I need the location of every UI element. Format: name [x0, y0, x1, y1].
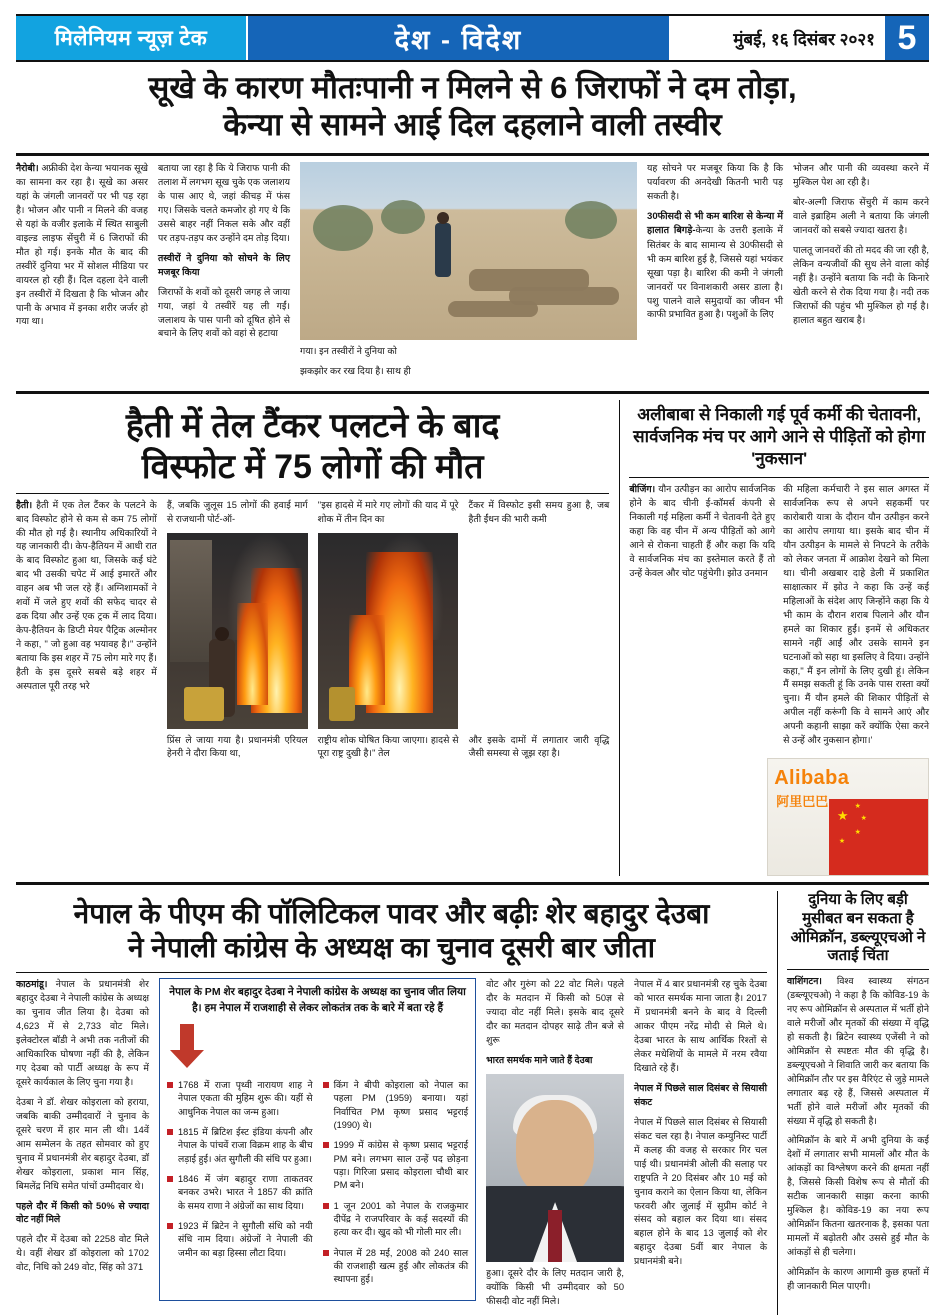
paragraph: जिराफों के शवों को दूसरी जगह ले जाया गया, जहां ये तस्वीरें यह ली गईं। जलाशय के पास पानी को दूषित होने से बचाने के लिए शवों को वहां से हटाया [158, 286, 290, 339]
page-number: 5 [885, 16, 929, 60]
list-item: 1846 में जंग बहादुर राणा ताकतवर बनकर उभरे। भारत ने 1857 की क्रांति के समय राणा ने अंग्रेजों का साथ दिया। [167, 1173, 313, 1213]
paragraph: बोर-अल्गी जिराफ सेंचुरी में काम करने वाले इब्राहिम अली ने बताया कि जंगली जानवरों को सबसे ज्यादा खतरा है। [793, 197, 929, 235]
dateline: हैती। [16, 499, 33, 510]
bottom-band [16, 891, 929, 1315]
alibaba-body [629, 483, 929, 754]
subheading: तस्वीरों ने दुनिया को सोचने के लिए मजबूर किया [158, 252, 290, 277]
divider [787, 969, 929, 970]
lead-col-5 [793, 162, 929, 385]
paragraph: और इसके दामों में लगातार जारी वृद्धि जैसी समस्या से जूझ रहा है। [468, 734, 610, 759]
alibaba-headline: अलीबाबा से निकाली गई पूर्व कर्मी की चेतावनी, सार्वजनिक मंच पर आगे आने से पीड़ितों को होगा 'नुकसान' [633, 405, 926, 469]
lead-headline-line1: सूखे के कारण मौतःपानी न मिलने से 6 जिराफों ने दम तोड़ा, [148, 70, 797, 105]
timeline-title: नेपाल के PM शेर बहादुर देउबा ने नेपाली कांग्रेस के अध्यक्ष का चुनाव जीत लिया है। हम नेपाल में राजशाही से लेकर लोकतंत्र तक के बारे में बता रहे हैं [169, 986, 466, 1014]
list-item: 1815 में ब्रिटिश ईस्ट इंडिया कंपनी और नेपाल के पांचवें राजा विक्रम शाह के बीच लड़ाई हुई। अंत सुगौली की संधि पर हुआ। [167, 1126, 313, 1166]
lead-headline-line2: केन्या से सामने आई दिल दहलाने वाली तस्वीर [223, 106, 722, 142]
dateline: नैरोबी। [16, 163, 39, 174]
haiti-col-2 [167, 499, 308, 768]
paragraph: ओमिक्रॉन के कारण आगामी कुछ हफ्तों में ही जानकारी मिल पाएगी। [787, 1266, 929, 1291]
nepal-headline [16, 891, 767, 969]
paragraph: पहले दौर में देउबा को 2258 वोट मिले थे। वहीं शेखर डॉ कोइराला को 1702 वोट, निधि को 249 वोट, सिंह को 371 [16, 1234, 149, 1273]
lead-columns [16, 162, 929, 385]
paragraph-text: नेपाल के प्रधानमंत्री शेर बहादुर देउबा ने नेपाली कांग्रेस के अध्यक्ष का चुनाव जीत लिया है। देउबा को 4,623 में से 2,733 वोट मिले। इलेक्टोरल बॉडी ने अभी तक नतीजों की आधिकारिक घोषणा नहीं की है, लेकिन गए देउबा को पार्टी अध्यक्ष के रूप में दूसरे कार्यकाल के लिए चुना गया है। [16, 979, 149, 1087]
paragraph [16, 978, 149, 1090]
lead-col-2 [158, 162, 290, 385]
alibaba-brand-sub: 阿里巴巴 [776, 794, 829, 810]
down-arrow-icon [167, 1024, 207, 1068]
subheading: नेपाल में पिछले साल दिसंबर से सियासी संकट [634, 1083, 767, 1107]
nepal-headline-line2: ने नेपाली कांग्रेस के अध्यक्ष का चुनाव दूसरी बार जीता [127, 932, 656, 964]
haiti-headline-line2: विस्फोट में 75 लोगों की मौत [141, 447, 484, 486]
photo-caption-2: झकझोर कर रख दिया है। साथ ही [300, 366, 411, 377]
haiti-headline-line1: हैती में तेल टैंकर पलटने के बाद [125, 407, 500, 446]
paragraph-text: विश्व स्वास्थ्य संगठन (डब्ल्यूएचओ) ने कहा है कि कोविड-19 के नए रूप ओमिक्रॉन से अस्पताल में भर्ती होने वाले मरीजों और मृतकों की संख्या में वृद्धि हो सकती है। ब्रिटेन स्वास्थ्य एजेंसी ने को ओमिक्रॉन से स्पष्टतः मौत की वृद्धि है। डब्ल्यूएचओ ने शिवाति जारी कर बताया कि ओमिक्रॉन तौर पर इस वैरिएंट से जुड़े मामले लगातार बढ़ रहे हैं, जिससे अस्पताल में भर्ती होने वाले मरीजों और मृतकों की संख्या में वृद्धि हो सकती है। [787, 976, 929, 1126]
list-item: किंग ने बीपी कोइराला को नेपाल का पहला PM (1959) बनाया। यहां निर्वाचित PM कृष्ण प्रसाद भट्टराई (1990) थे। [323, 1079, 469, 1132]
paragraph [787, 975, 929, 1128]
paragraph [647, 210, 783, 322]
china-flag: ★ ★ ★ ★ ★ [829, 799, 928, 876]
paragraph-text: हैती में एक तेल टैंकर के पलटने के बाद विस्फोट होने से कम से कम 75 लोगों की मौत हो गई है। स्थानीय अधिकारियों ने यह जानकारी दी। केप-हैतियन में आधी रात के बाद विस्फोट हुआ था, जिसके कई घंटे बाद भी उसकी चपेट में आई इमारतें और वाहन अब भी जल रहे हैं। अग्निशामकों ने शवों में जले हुए शवों की सफेद चादर से ढक दिया और उन्हें एक ट्रक में लाद दिया। केप-हैतियन के डिप्टी मेयर पैट्रिक अल्मोनर ने कहा, '' जो हुआ वह भयावह है।'' उन्होंने बताया कि इस शहर में 75 लोग मारे गए हैं। हैती के इस दूसरे सबसे बड़े शहर में अस्पताल पूरी तरह भरे [16, 499, 157, 691]
haiti-col-1 [16, 499, 157, 768]
list-item: नेपाल में 28 मई, 2008 को 240 साल की राजशाही खत्म हुई और लोकतंत्र की स्थापना हुई। [323, 1247, 469, 1287]
photo-caption: गया। इन तस्वीरों ने दुनिया को [300, 346, 397, 357]
timeline-container [159, 978, 476, 1300]
paragraph [16, 499, 157, 694]
lead-headline [16, 62, 929, 149]
haiti-headline [16, 400, 609, 490]
divider [16, 882, 929, 885]
nepal-col-1 [16, 978, 149, 1314]
nepal-col-5 [634, 978, 767, 1314]
paragraph: ओमिक्रॉन के बारे में अभी दुनिया के कई देशों में लगातार सभी मामलों और मौत के आंकड़ों का विश्लेषण करने की क्षमता नहीं है, जिससे किसी विशेष रूप से मौतों की सटीक जानकारी साझा करना काफी मुश्किल है। कोविड-19 का नया रूप ओमिक्रॉन कितना खतरनाक है, इसका पता मामलों में बढ़ोतरी और उससे हुई मौत के आंकड़ों से ही चलेगा। [787, 1135, 929, 1257]
deuba-portrait-photo [486, 1074, 624, 1262]
dateline: काठमांडू। [16, 979, 48, 990]
nepal-columns [16, 978, 767, 1314]
divider [16, 493, 609, 494]
drought-giraffes-photo [300, 162, 637, 340]
dateline: वाशिंगटन। [787, 976, 822, 987]
alibaba-brand-text: Alibaba [774, 767, 850, 790]
paragraph: टैंकर में विस्फोट इसी समय हुआ है, जब हैती ईंधन की भारी कमी [468, 499, 610, 524]
paragraph: पालतू जानवरों की तो मदद की जा रही है, लेकिन वन्यजीवों की सुध लेने वाला कोई नहीं है। उन्होंने बताया कि नदी के किनारे खेती करने से रोक दिया गया है। नदी तक जिराफों की पहुंच भी मुश्किल हो गई है। हालात बहुत खराब है। [793, 244, 930, 325]
timeline-columns [167, 1079, 468, 1294]
paragraph: देउबा ने डॉ. शेखर कोइराला को हराया, जबकि बाकी उम्मीदवारों ने चुनाव के दूसरे चरण में हार मान ली थी। 14वें आम सम्मेलन के तहत सोमवार को हुए चुनाव में प्रधानमंत्री शेर बहादुर देउबा, डॉ शेखर कोइराला, प्रकाश मान सिंह, बिमलेंद्र निधि समेत पांचों उम्मीदवार थे। [16, 1096, 149, 1191]
omicron-headline: दुनिया के लिए बड़ी मुसीबत बन सकता है ओमिक्रॉन, डब्ल्यूएचओ ने जताई चिंता [790, 891, 926, 965]
paragraph [629, 483, 775, 581]
list-item: 1923 में ब्रिटेन ने सुगौली संधि को नयी संधि नाम दिया। अंग्रेजों ने नेपाली की जमीन का बड़ा हिस्सा लौटा दिया। [167, 1220, 313, 1260]
lead-col-3-photo [300, 162, 637, 385]
haiti-story [16, 400, 609, 876]
haiti-col-3 [318, 499, 459, 768]
haiti-fire-photo-2 [318, 533, 459, 729]
subheading: भारत समर्थक माने जाते हैं देउबा [486, 1055, 593, 1066]
subheading: 30फीसदी से भी कम बारिश से केन्या में हालात बिगड़े- [647, 210, 783, 237]
dateline: बीजिंग। [629, 484, 656, 495]
paragraph: राष्ट्रीय शोक घोषित किया जाएगा। हादसे से पूरा राष्ट्र दुखी है।'' तेल [317, 734, 459, 759]
paragraph: वोट और गुरुंग को 22 वोट मिले। पहले दौर के मतदान में किसी को 50ज्ञ से ज्यादा वोट नहीं मिले। इसके बाद दूसरे दौर का मतदान दोपहर साढ़े तीन बजे से शुरू [486, 979, 624, 1046]
paragraph: ''इस हादसे में मारे गए लोगों की याद में पूरे शोक में तीन दिन का [317, 499, 459, 524]
paragraph: की महिला कर्मचारी ने इस साल अगस्त में सार्वजनिक रूप से अपने सहकर्मी पर कारोबारी यात्रा के दौरान यौन उत्पीड़न करने का आरोप लगाया था। इसके बाद चीन में यौन उत्पीड़न के मामले से निपटने के तरीके को लेकर जनता में आक्रोश देखने को मिला था। चीनी अखबार दाहे डेली में प्रकाशित साक्षात्कार में झोउ ने कहा कि उन्हें कई महिलाओं के संदेश आए जिन्होंने कहा कि ये भी काम के दौरान शराब पिलाने और यौन हमले का शिकार हुईं। इनमें से अधिकतर सामने नहीं आईं और उसके सामने इन घटनाओं को सहा था इसलिए वे दिया। उन्होंने कहा,'' मैं इन लोगों के लिए दुखी हूं। लेकिन मैं समझ सकती हूं कि उनके पास रास्ता क्यों चुना। मैं यौन हमले की शिकार पीड़ितों से अपील नहीं करूंगी कि वे सामने आएं और अपनी कहानी साझा करें क्योंकि ऐसा करने से उन्हें और नुकसान होगा।' [783, 484, 930, 746]
paragraph: यह सोचने पर मजबूर किया कि है कि पर्यावरण की अनदेखी कितनी भारी पड़ सकती है। [647, 163, 783, 202]
divider [16, 153, 929, 156]
list-item: 1 जून 2001 को नेपाल के राजकुमार दीपेंद्र ने राजपरिवार के कई सदस्यों की हत्या कर दी। खुद को भी गोली मार ली। [323, 1200, 469, 1240]
nepal-headline-line1: नेपाल के पीएम की पॉलिटिकल पावर और बढ़ीः शेर बहादुर देउबा [73, 898, 710, 930]
list-item: 1999 में कांग्रेस से कृष्ण प्रसाद भट्टराई PM बने। लगभग साल उन्हें पद छोड़ना पड़ा। गिरिजा प्रसाद कोइराला चौथी बार PM बने। [323, 1139, 469, 1192]
edition-date: मुंबई, १६ दिसंबर २०२१ [669, 16, 885, 60]
lead-col-1 [16, 162, 148, 385]
alibaba-logo-photo [767, 758, 929, 876]
alibaba-story [619, 400, 929, 876]
list-item: 1768 में राजा पृथ्वी नारायण शाह ने नेपाल एकता की मुहिम शुरू की। यहीं से आधुनिक नेपाल का जन्म हुआ। [167, 1079, 313, 1119]
timeline-col-right [323, 1079, 469, 1294]
haiti-fire-photo [167, 533, 308, 729]
haiti-columns [16, 499, 609, 768]
omicron-story [777, 891, 929, 1315]
haiti-col-4 [468, 499, 609, 768]
nepal-story [16, 891, 767, 1315]
paragraph: हुआ। दूसरे दौर के लिए मतदान जारी है, क्योंकि किसी भी उम्मीदवार को 50 फीसदी वोट नहीं मिले। [486, 1268, 624, 1306]
section-title: देश - विदेश [248, 16, 669, 60]
middle-band [16, 400, 929, 876]
subheading: पहले दौर में किसी को 50% से ज्यादा वोट नहीं मिले [16, 1200, 149, 1225]
divider [16, 972, 767, 973]
nepal-timeline-box [159, 978, 476, 1314]
lead-col-4 [647, 162, 783, 385]
publication-logo: मिलेनियम न्यूज़ टेक [16, 16, 248, 60]
masthead [16, 14, 929, 62]
alibaba-col-1 [629, 483, 775, 754]
paragraph: भोजन और पानी की व्यवस्था करने में मुश्किल पेश आ रही है। [793, 163, 929, 188]
paragraph-text: केन्या के उत्तरी इलाके में सितंबर के बाद सामान्य से 30फीसदी से भी कम बारिश हुई है, जिससे यहां भयंकर सूखा पड़ा है। बारिश की कमी ने जंगली जानवरों पर विनाशकारी असर डाला है। पशु पालने वाले समुदायों का जीवन भी काफी प्रभावित हुआ है। पशुओं के लिए [647, 225, 783, 320]
timeline-col-left [167, 1079, 313, 1294]
divider [629, 477, 929, 478]
paragraph: नेपाल में पिछले साल दिसंबर से सियासी संकट चल रहा है। नेपाल कम्युनिस्ट पार्टी में कलह की वजह से सरकार गिर चल पाई थी। प्रधानमंत्री ओली की सलाह पर राष्ट्रपति ने 20 दिसंबर और 10 मई को चुनाव कराने का ऐलान किया था, लेकिन फरवरी और जुलाई में सुप्रीम कोर्ट ने संसद को बहाल कर दिया था। संसद बहाल होने के बाद 13 जुलाई को शेर बहादुर देउबा 5वीं बार नेपाल के प्रधानमंत्री बने। [634, 1116, 767, 1267]
divider [16, 391, 929, 394]
paragraph: बताया जा रहा है कि ये जिराफ पानी की तलाश में लगभग सूख चुके एक जलाशय के पास आए थे, जहां कीचड़ में फंस गए। जिसके चलते कमजोर हो गए थे कि उससे बाहर नहीं निकल सके और वहीं पर तड़प-तड़प कर उन्होंने दम तोड़ दिया। [158, 163, 290, 243]
paragraph [16, 162, 148, 329]
paragraph: प्रिंस ले जाया गया है। प्रधानमंत्री एरियल हेनरी ने दौरा किया था, [166, 734, 308, 759]
alibaba-col-2 [783, 483, 929, 754]
paragraph: हैं, जबकि जुलूस 15 लोगों की हवाई मार्ग से राजधानी पोर्ट-ऑ- [166, 499, 308, 524]
paragraph-text: यौन उत्पीड़न का आरोप सार्वजनिक होने के बाद चीनी ई-कॉमर्स कंपनी से निकाली गई महिला कर्मी ने चेतावनी देते हुए कहा कि वह चीन में अन्य पीड़ितों को आगे आने से रोकना चाहती हैं और कहा कि यदि वे सार्वजनिक मंच का इस्तेमाल करते हैं तो उन्हें केवल और चोट पहुंचेगी। झोउ उनमान [629, 484, 776, 578]
paragraph: नेपाल में 4 बार प्रधानमंत्री रह चुके देउबा को भारत समर्थक माना जाता है। 2017 में प्रधानमंत्री बनने के बाद वे दिल्ली आकर पीएम नरेंद्र मोदी से मिले थे। देउबा भारत के साथ आर्थिक रिश्तों से लेकर मधेशियों के मामले में नरम रवैया दिखाते रहे हैं। [634, 979, 767, 1074]
nepal-col-photo [486, 978, 624, 1314]
lead-story [16, 62, 929, 385]
paragraph-text: अफ्रीकी देश केन्या भयानक सूखे का सामना कर रहा है। सूखे का असर यहां के जंगली जानवरों पर भी पड़ रहा है। भोजन और पानी न मिलने की वजह से यहां के वजीर इलाके में स्थित साबुली वाइल्ड लाइफ सेंचुरी में 6 जिराफों की मौत हो गई। इनके मौत के बाद की तस्वीरें दुनिया भर में सोशल मीडिया पर वायरल हो रही हैं। दिल दहला देने वाली इन तस्वीरों में दिखता है कि भोजन और पानी के अभाव में इनका शरीर जर्जर हो गया था। [16, 163, 148, 327]
